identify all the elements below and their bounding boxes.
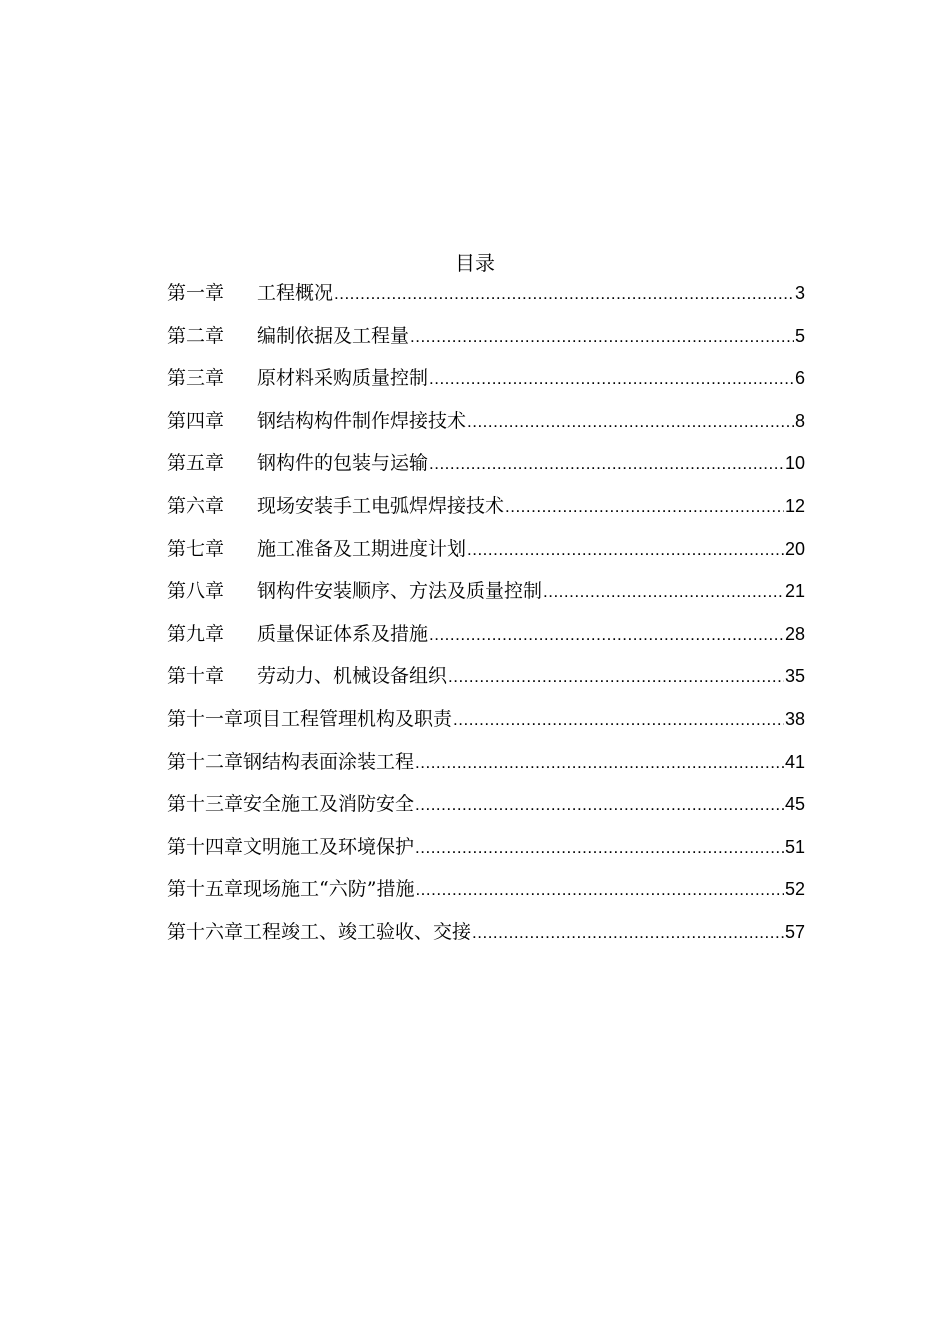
- toc-chapter-name: 编制依据及工程量: [257, 324, 410, 347]
- toc-entry[interactable]: [167, 661, 805, 704]
- toc-chapter-number: 第十章: [167, 665, 225, 688]
- toc-chapter-name: 质量保证体系及措施: [257, 622, 429, 645]
- toc-leader-dots: [472, 918, 784, 948]
- toc-page-number: 6: [794, 368, 805, 389]
- toc-chapter-number: 第八章: [167, 580, 225, 603]
- toc-page-number: 45: [784, 794, 805, 815]
- toc-chapter-number: 第一章: [167, 282, 225, 304]
- toc-entry[interactable]: [167, 789, 805, 832]
- toc-leader-dots: [505, 492, 784, 522]
- toc-page-number: 57: [784, 921, 805, 942]
- toc-chapter-number: 第六章: [167, 494, 225, 517]
- toc-chapter-name: 劳动力、机械设备组织: [257, 665, 448, 688]
- toc-leader-dots: [415, 833, 784, 863]
- toc-chapter-number: 第十二章: [167, 750, 244, 773]
- toc-chapter-name: 钢结构构件制作焊接技术: [257, 409, 467, 432]
- toc-entry[interactable]: [167, 874, 805, 917]
- toc-page-number: 51: [784, 836, 805, 857]
- toc-chapter-name: 钢构件的包装与运输: [257, 452, 429, 475]
- toc-page-number: 28: [784, 623, 805, 644]
- toc-leader-dots: [429, 449, 784, 479]
- toc-leader-dots: [429, 620, 784, 650]
- toc-page-number: 38: [784, 708, 805, 729]
- toc-chapter-name: 工程概况: [257, 282, 334, 304]
- toc-leader-dots: [415, 875, 784, 905]
- toc-chapter-name: 文明施工及环境保护: [243, 835, 415, 858]
- toc-leader-dots: [410, 322, 794, 352]
- toc-chapter-name: 钢结构表面涂装工程: [243, 750, 415, 773]
- toc-entry[interactable]: [167, 576, 805, 619]
- toc-chapter-number: 第二章: [167, 324, 225, 347]
- toc-leader-dots: [467, 407, 794, 437]
- toc-chapter-name: 安全施工及消防安全: [243, 793, 415, 816]
- toc-entry[interactable]: [167, 619, 805, 662]
- toc-chapter-number: 第十一章: [167, 707, 244, 730]
- toc-chapter-number: 第四章: [167, 409, 225, 432]
- table-of-contents: [167, 278, 805, 960]
- toc-page-number: 41: [784, 751, 805, 772]
- toc-entry[interactable]: [167, 704, 805, 747]
- toc-page-number: 10: [784, 453, 805, 474]
- toc-entry[interactable]: [167, 491, 805, 534]
- toc-leader-dots: [429, 364, 794, 394]
- toc-entry[interactable]: [167, 534, 805, 577]
- toc-entry[interactable]: [167, 747, 805, 790]
- toc-leader-dots: [415, 790, 784, 820]
- toc-chapter-name: 钢构件安装顺序、方法及质量控制: [257, 580, 543, 603]
- toc-entry[interactable]: [167, 363, 805, 406]
- toc-chapter-number: 第十三章: [167, 793, 244, 816]
- toc-chapter-name: 现场安装手工电弧焊焊接技术: [257, 494, 505, 517]
- toc-page-number: 21: [784, 581, 805, 602]
- toc-chapter-name: 原材料采购质量控制: [257, 367, 429, 390]
- toc-chapter-name: 项目工程管理机构及职责: [243, 707, 453, 730]
- toc-leader-dots: [415, 748, 784, 778]
- toc-entry[interactable]: [167, 406, 805, 449]
- toc-page-number: 20: [784, 538, 805, 559]
- toc-chapter-name: 现场施工“六防”措施: [243, 878, 415, 901]
- toc-leader-dots: [467, 535, 784, 565]
- toc-leader-dots: [453, 705, 784, 735]
- toc-chapter-number: 第九章: [167, 622, 225, 645]
- toc-entry[interactable]: [167, 917, 805, 960]
- toc-page-number: 5: [794, 325, 805, 346]
- toc-chapter-number: 第十六章: [167, 920, 244, 943]
- toc-leader-dots: [448, 662, 784, 692]
- toc-entry[interactable]: [167, 278, 805, 321]
- toc-chapter-number: 第三章: [167, 367, 225, 390]
- toc-page-number: 12: [784, 495, 805, 516]
- toc-entry[interactable]: [167, 321, 805, 364]
- toc-chapter-number: 第十四章: [167, 835, 244, 858]
- toc-leader-dots: [334, 279, 794, 309]
- toc-entry[interactable]: [167, 448, 805, 491]
- toc-page-number: 52: [784, 879, 805, 900]
- toc-chapter-number: 第十五章: [167, 878, 244, 901]
- toc-chapter-number: 第七章: [167, 537, 225, 560]
- toc-page-number: 8: [794, 410, 805, 431]
- toc-entry[interactable]: [167, 832, 805, 875]
- toc-chapter-name: 工程竣工、竣工验收、交接: [243, 920, 472, 943]
- toc-page-number: 3: [794, 283, 805, 303]
- toc-chapter-number: 第五章: [167, 452, 225, 475]
- toc-page-number: 35: [784, 666, 805, 687]
- toc-chapter-name: 施工准备及工期进度计划: [257, 537, 467, 560]
- toc-title: 目录: [455, 251, 495, 275]
- toc-leader-dots: [543, 577, 784, 607]
